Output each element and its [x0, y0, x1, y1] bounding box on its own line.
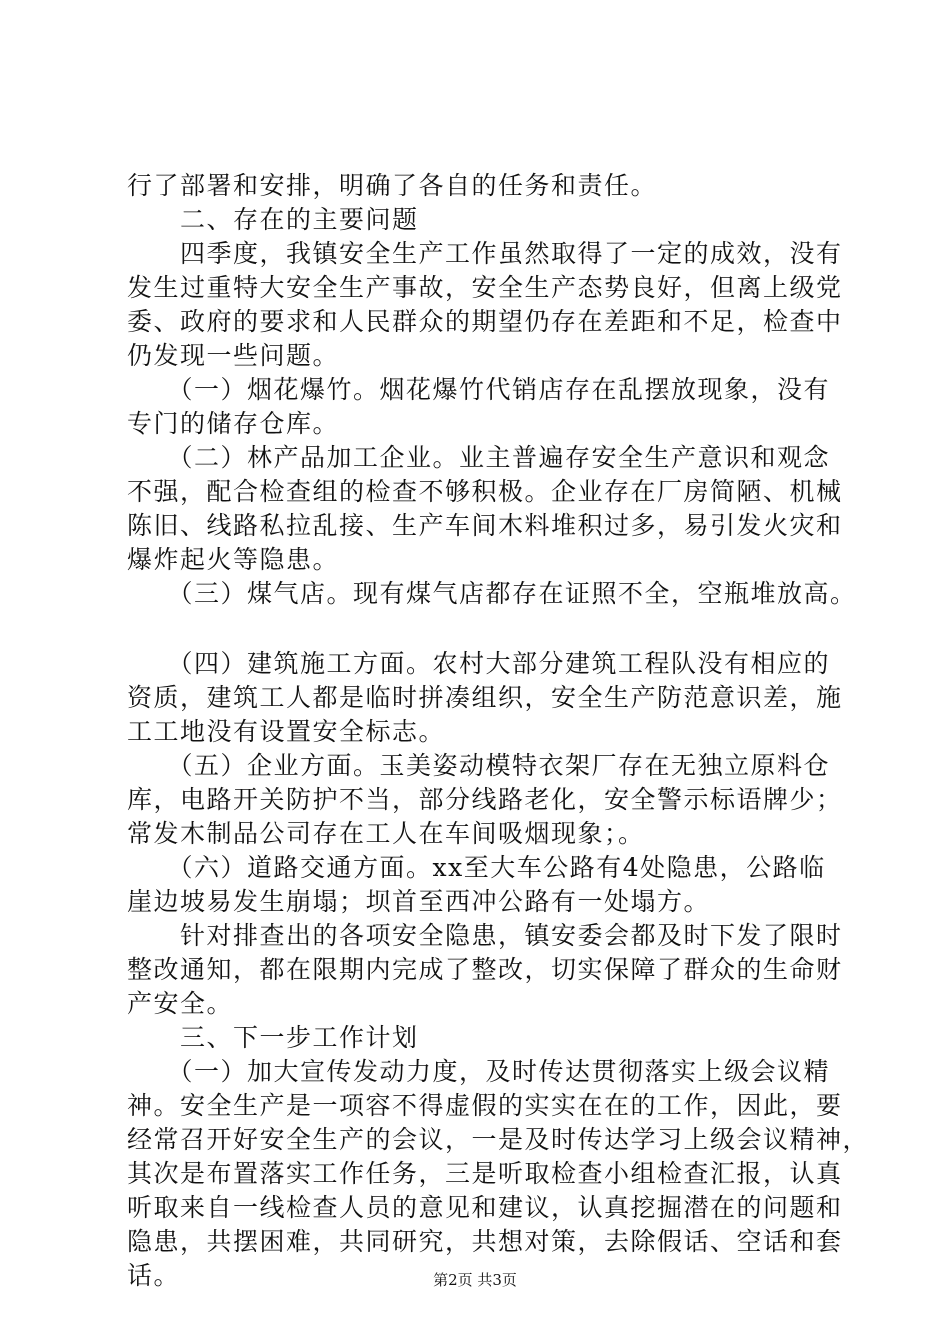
- text-line: （一）烟花爆竹。烟花爆竹代销店存在乱摆放现象，没有: [127, 375, 831, 404]
- text-line: （六）道路交通方面。xx至大车公路有4处隐患，公路临: [127, 853, 826, 882]
- text-line: 经常召开好安全生产的会议，一是及时传达学习上级会议精神，: [127, 1125, 870, 1154]
- text-line: （五）企业方面。玉美姿动模特衣架厂存在无独立原料仓: [127, 751, 831, 780]
- text-line: 话。: [127, 1261, 181, 1290]
- section-heading: 三、下一步工作计划: [127, 1023, 419, 1052]
- text-line: （二）林产品加工企业。业主普遍存安全生产意识和观念: [127, 443, 831, 472]
- text-line: 发生过重特大安全生产事故，安全生产态势良好，但离上级党: [127, 273, 843, 302]
- text-line: 其次是布置落实工作任务，三是听取检查小组检查汇报，认真: [127, 1159, 843, 1188]
- text-line: 常发木制品公司存在工人在车间吸烟现象；。: [127, 819, 645, 848]
- text-line: 仍发现一些问题。: [127, 341, 340, 370]
- text-line: 爆炸起火等隐患。: [127, 545, 340, 574]
- text-line: 资质，建筑工人都是临时拼凑组织，安全生产防范意识差，施: [127, 683, 843, 712]
- text-line: 隐患，共摆困难，共同研究，共想对策，去除假话、空话和套: [127, 1227, 843, 1256]
- text-line: 库，电路开关防护不当，部分线路老化，安全警示标语牌少；: [127, 785, 843, 814]
- text-line: （三）煤气店。现有煤气店都存在证照不全，空瓶堆放高。: [127, 579, 857, 608]
- text-line: 整改通知，都在限期内完成了整改，切实保障了群众的生命财: [127, 955, 843, 984]
- text-line: 崖边坡易发生崩塌；坝首至西冲公路有一处塌方。: [127, 887, 711, 916]
- text-line: 不强，配合检查组的检查不够积极。企业存在厂房简陋、机械: [127, 477, 843, 506]
- text-line: 专门的储存仓库。: [127, 409, 340, 438]
- text-line: （四）建筑施工方面。农村大部分建筑工程队没有相应的: [127, 649, 831, 678]
- section-heading: 二、存在的主要问题: [127, 205, 419, 234]
- text-line: 四季度，我镇安全生产工作虽然取得了一定的成效，没有: [127, 239, 843, 268]
- text-line: 神。安全生产是一项容不得虚假的实实在在的工作，因此，要: [127, 1091, 843, 1120]
- text-line: 工工地没有设置安全标志。: [127, 717, 446, 746]
- text-line: 产安全。: [127, 989, 234, 1018]
- text-line: （一）加大宣传发动力度，及时传达贯彻落实上级会议精: [127, 1057, 831, 1086]
- text-line: 委、政府的要求和人民群众的期望仍存在差距和不足，检查中: [127, 307, 843, 336]
- text-line: 行了部署和安排，明确了各自的任务和责任。: [127, 171, 658, 200]
- text-line: 听取来自一线检查人员的意见和建议，认真挖掘潜在的问题和: [127, 1193, 843, 1222]
- text-line: 针对排查出的各项安全隐患，镇安委会都及时下发了限时: [127, 921, 843, 950]
- page-number-footer: 第2页 共3页: [433, 1271, 517, 1289]
- text-line: 陈旧、线路私拉乱接、生产车间木料堆积过多，易引发火灾和: [127, 511, 843, 540]
